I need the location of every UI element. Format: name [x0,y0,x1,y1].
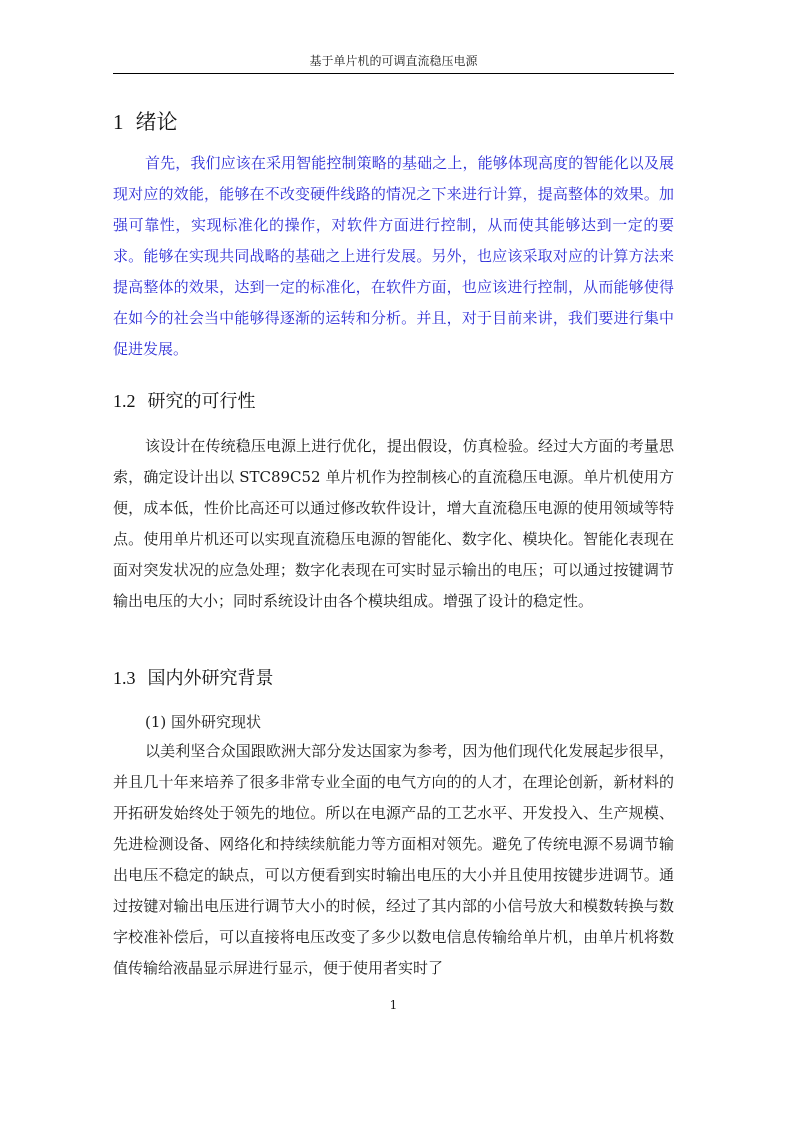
section-1-heading [113,109,178,135]
section-1-2-heading [113,389,256,414]
section-number: 1.3 [113,668,136,688]
section-title: 国内外研究背景 [147,668,274,689]
section-1-paragraph: 首先，我们应该在采用智能控制策略的基础之上，能够体现高度的智能化以及展现对应的效能，能够在不改变硬件线路的情况之下来进行计算，提高整体的效果。加强可靠性，实现标准化的操作，对软件方面进行控制，从而使其能够达到一定的要求。能够在实现共同战略的基础之上进行发展。另外，也应该采取对应的计算方法来提高整体的效果，达到一定的标准化，在软件方面，也应该进行控制，从而能够使得在如今的社会当中能够得逐渐的运转和分析。并且，对于目前来讲，我们要进行集中促进发展。 [113,154,674,358]
section-1-2-paragraph: 该设计在传统稳压电源上进行优化，提出假设，仿真检验。经过大方面的考量思索，确定设计出以 STC89C52 单片机作为控制核心的直流稳压电源。单片机使用方便，成本低，性价比高还可以通过修改软件设计，增大直流稳压电源的使用领域等特点。使用单片机还可以实现直流稳压电源的智能化、数字化、模块化。智能化表现在面对突发状况的应急处理；数字化表现在可实时显示输出的电压；可以通过按键调节输出电压的大小；同时系统设计由各个模块组成。增强了设计的稳定性。 [113,437,674,610]
running-header: 基于单片机的可调直流稳压电源 [309,54,478,68]
header-rule [113,73,674,74]
section-number: 1 [113,110,124,134]
section-title: 绪论 [135,110,178,134]
section-title: 研究的可行性 [147,391,256,412]
page-number: 1 [389,998,398,1012]
section-1-3-paragraph: 以美利坚合众国跟欧洲大部分发达国家为参考，因为他们现代化发展起步很早，并且几十年来培养了很多非常专业全面的电气方向的的人才，在理论创新，新材料的开拓研发始终处于领先的地位。所以在电源产品的工艺水平、开发投入、生产规模、先进检测设备、网络化和持续续航能力等方面相对领先。避免了传统电源不易调节输出电压不稳定的缺点，可以方便看到实时输出电压的大小并且使用按键步进调节。通过按键对输出电压进行调节大小的时候，经过了其内部的小信号放大和模数转换与数字校准补偿后，可以直接将电压改变了多少以数电信息传输给单片机，由单片机将数值传输给液晶显示屏进行显示，便于使用者实时了 [113,742,674,977]
subheading-foreign-research: (1) 国外研究现状 [145,713,262,731]
section-number: 1.2 [113,391,136,411]
section-1-3-heading [113,666,274,691]
